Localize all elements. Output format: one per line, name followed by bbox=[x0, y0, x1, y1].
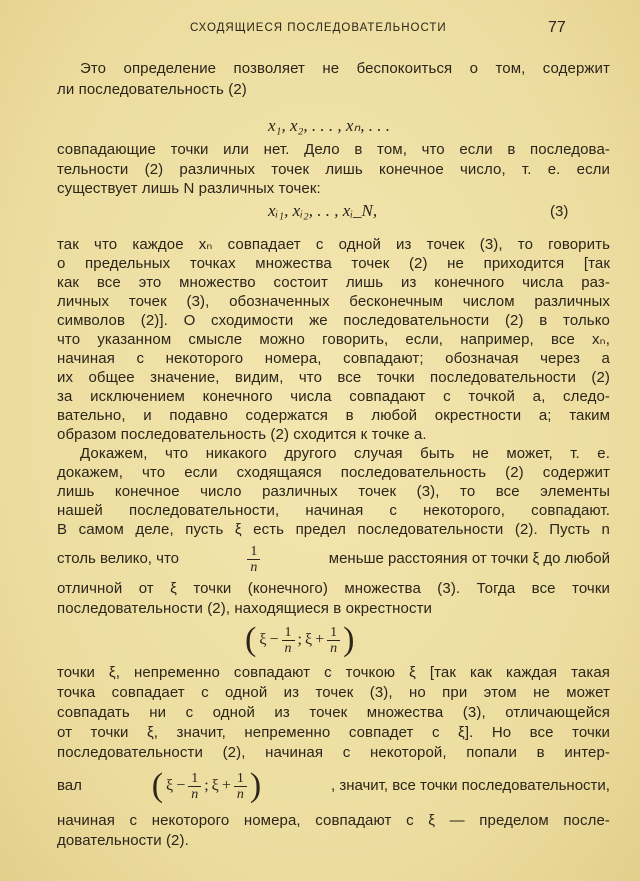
text-line: довательности (2). bbox=[57, 832, 189, 849]
formula-interval bbox=[152, 768, 261, 804]
numerator: 1 bbox=[282, 625, 295, 641]
right-paren: ) bbox=[343, 621, 355, 658]
text-line: точки ξ, непременно совпадают с точкою ξ [так как каждая такая bbox=[57, 664, 610, 681]
text-line: отличной от ξ точки (конечного) множества (3). Тогда все точки bbox=[57, 580, 610, 597]
denominator: n bbox=[330, 640, 338, 656]
xi: ξ bbox=[166, 777, 174, 794]
denominator: n bbox=[284, 640, 292, 656]
fraction bbox=[188, 771, 201, 802]
fraction bbox=[282, 625, 295, 656]
text-line: совпадать ни с одной из точек множества (3), отличающейся bbox=[57, 704, 610, 721]
text-line-with-fraction bbox=[57, 542, 610, 576]
text-line: так что каждое xₙ совпадает с одной из точек (3), то говорить bbox=[57, 236, 610, 253]
xi: ξ bbox=[211, 777, 219, 794]
text-line: вательно, и подавно содержатся в любой окрестности a; таким bbox=[57, 407, 610, 424]
equation-number: (3) bbox=[550, 203, 569, 220]
formula-neighborhood bbox=[245, 622, 354, 658]
text-line: нашей последовательности, начиная с некоторого, совпадают. bbox=[57, 502, 610, 519]
denominator: n bbox=[250, 559, 258, 575]
semicolon: ; bbox=[297, 631, 302, 648]
text-line: от точки ξ, значит, непременно совпадет с ξ]. Но все точки bbox=[57, 724, 610, 741]
text-line: за исключением конечного числа совпадают с точкой a, следо- bbox=[57, 388, 610, 405]
running-header: СХОДЯЩИЕСЯ ПОСЛЕДОВАТЕЛЬНОСТИ bbox=[190, 22, 447, 34]
text-line: Это определение позволяет не беспокоиться о том, содержит bbox=[80, 60, 610, 77]
text-line: последовательности (2), находящиеся в окрестности bbox=[57, 600, 433, 617]
text-line: В самом деле, пусть ξ есть предел последовательности (2). Пусть n bbox=[57, 521, 610, 538]
text-line: последовательности (2), начиная с некоторой, попали в интер- bbox=[57, 744, 610, 761]
left-paren: ( bbox=[245, 621, 257, 658]
text-line: докажем, что если сходящаяся последовательность (2) содержит bbox=[57, 464, 610, 481]
text-fragment: столь велико, что bbox=[57, 550, 179, 567]
text-line: личных точек (3), обозначенных бесконечным числом различных bbox=[57, 293, 610, 310]
page-number: 77 bbox=[548, 19, 566, 36]
xi: ξ bbox=[259, 631, 267, 648]
minus: − bbox=[176, 777, 186, 794]
text-line: что указанном смысле можно говорить, если, например, все xₙ, bbox=[57, 331, 610, 348]
formula-sequence: x₁, x₂, . . . , xₙ, . . . bbox=[268, 116, 390, 135]
minus: − bbox=[269, 631, 279, 648]
xi: ξ bbox=[304, 631, 313, 648]
fraction bbox=[327, 625, 340, 656]
left-paren: ( bbox=[151, 767, 164, 804]
right-paren: ) bbox=[249, 767, 262, 804]
text-line: лишь конечное число различных точек (3), то все элементы bbox=[57, 483, 610, 500]
text-line: образом последовательность (2) сходится к точке a. bbox=[57, 426, 427, 443]
text-line: как все это множество состоит лишь из конечного числа раз- bbox=[57, 274, 610, 291]
text-line: их общее значение, видим, что все точки последовательности (2) bbox=[57, 369, 610, 386]
numerator: 1 bbox=[188, 771, 201, 787]
numerator: 1 bbox=[247, 544, 260, 560]
numerator: 1 bbox=[234, 771, 247, 787]
text-fragment: меньше расстояния от точки ξ до любой bbox=[328, 550, 610, 567]
text-line: совпадающие точки или нет. Дело в том, что если в последова- bbox=[57, 141, 610, 158]
denominator: n bbox=[236, 786, 244, 802]
plus: + bbox=[221, 777, 231, 794]
formula-distinct-points: xᵢ₁, xᵢ₂, . . , xᵢ_N, bbox=[268, 201, 378, 220]
text-line: начиная с некоторого номера, совпадают; обозначая через a bbox=[57, 350, 610, 367]
text-line-with-interval bbox=[57, 767, 610, 805]
numerator: 1 bbox=[327, 625, 340, 641]
text-fragment: , значит, все точки последовательности, bbox=[330, 777, 610, 794]
semicolon: ; bbox=[204, 777, 209, 794]
text-line: существует лишь N различных точек: bbox=[57, 180, 321, 197]
text-line: ли последовательность (2) bbox=[57, 81, 247, 98]
text-line: начиная с некоторого номера, совпадают с ξ — пределом после- bbox=[57, 812, 610, 829]
denominator: n bbox=[191, 786, 199, 802]
text-fragment: вал bbox=[57, 777, 82, 794]
text-line: символов (2)]. О сходимости же последовательности (2) в только bbox=[57, 312, 610, 329]
text-line: о предельных точках множества точек (2) не приходится [так bbox=[57, 255, 610, 272]
plus: + bbox=[315, 631, 325, 648]
text-line: Докажем, что никакого другого случая быть не может, т. е. bbox=[80, 445, 610, 462]
fraction-one-over-n bbox=[247, 544, 260, 575]
text-line: тельности (2) различных точек лишь конечное число, т. е. если bbox=[57, 161, 610, 178]
fraction bbox=[234, 771, 247, 802]
text-line: точка совпадает с одной из точек (3), но при этом не может bbox=[57, 684, 610, 701]
